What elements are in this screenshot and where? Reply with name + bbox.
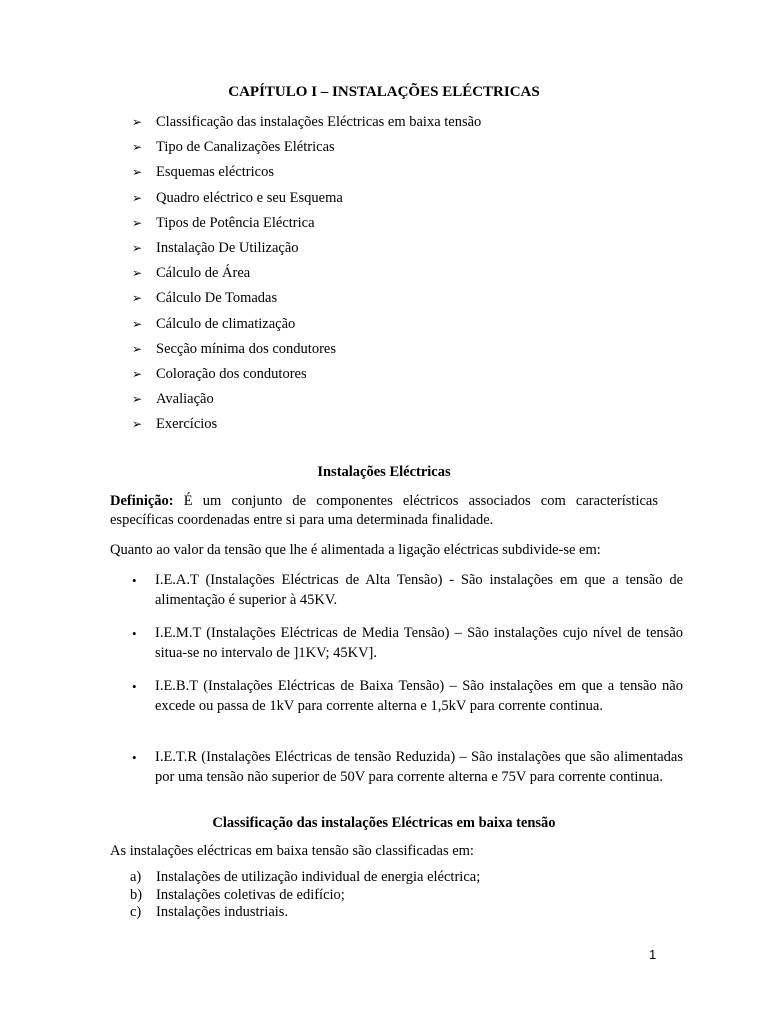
topic-label: Cálculo de Área bbox=[156, 265, 251, 282]
arrow-bullet-icon: ➢ bbox=[132, 291, 143, 306]
list-marker: c) bbox=[130, 904, 142, 920]
bullet-dot-icon: • bbox=[132, 573, 137, 588]
topics-list bbox=[132, 112, 481, 439]
arrow-bullet-icon: ➢ bbox=[132, 190, 143, 205]
topic-item bbox=[132, 263, 481, 288]
arrow-bullet-icon: ➢ bbox=[132, 140, 143, 155]
topic-item bbox=[132, 339, 481, 364]
topic-label: Coloração dos condutores bbox=[156, 365, 307, 382]
topic-item bbox=[132, 314, 481, 339]
low-voltage-type-item bbox=[130, 887, 480, 905]
arrow-bullet-icon: ➢ bbox=[132, 165, 143, 180]
topic-label: Tipo de Canalizações Elétricas bbox=[156, 139, 335, 156]
topic-item bbox=[132, 213, 481, 238]
low-voltage-type-item bbox=[130, 869, 480, 887]
voltage-class-item bbox=[130, 677, 683, 716]
list-marker: a) bbox=[130, 869, 142, 885]
topic-label: Secção mínima dos condutores bbox=[156, 340, 336, 357]
arrow-bullet-icon: ➢ bbox=[132, 115, 143, 129]
topic-label: Instalação De Utilização bbox=[156, 239, 299, 256]
arrow-bullet-icon: ➢ bbox=[132, 417, 143, 432]
topic-item bbox=[132, 162, 481, 187]
voltage-class-item bbox=[130, 571, 683, 610]
arrow-bullet-icon: ➢ bbox=[132, 215, 143, 230]
arrow-bullet-icon: ➢ bbox=[132, 240, 143, 255]
topic-item bbox=[132, 288, 481, 313]
definition-text: É um conjunto de componentes eléctricos associados com características específicas coordenadas entre si para uma determinada finalidade. bbox=[110, 493, 658, 528]
definition-paragraph bbox=[110, 492, 658, 530]
topic-label: Quadro eléctrico e seu Esquema bbox=[156, 189, 343, 206]
section-title-classificacao: Classificação das instalações Eléctricas em baixa tensão bbox=[212, 815, 556, 831]
topic-item bbox=[132, 389, 481, 414]
low-voltage-type-item bbox=[130, 904, 480, 922]
topic-item bbox=[132, 188, 481, 213]
topic-item bbox=[132, 112, 481, 137]
topic-label: Esquemas eléctricos bbox=[156, 164, 274, 181]
bullet-dot-icon: • bbox=[132, 750, 137, 765]
voltage-class-text: I.E.A.T (Instalações Eléctricas de Alta Tensão) - São instalações em que a tensão de alimentação é superior à 45KV. bbox=[155, 572, 683, 608]
topic-label: Cálculo De Tomadas bbox=[156, 290, 278, 307]
page-number: 1 bbox=[649, 947, 657, 962]
topic-label: Avaliação bbox=[156, 391, 214, 408]
arrow-bullet-icon: ➢ bbox=[132, 392, 143, 407]
bullet-dot-icon: • bbox=[132, 679, 137, 694]
voltage-class-item bbox=[130, 748, 683, 787]
section-title-instalacoes: Instalações Eléctricas bbox=[317, 464, 451, 480]
topic-item bbox=[132, 238, 481, 263]
voltage-class-text: I.E.T.R (Instalações Eléctricas de tensão Reduzida) – São instalações que são alimentadas por uma tensão não superior de 50V para corrente alterna e 75V para corrente continua. bbox=[155, 749, 683, 785]
arrow-bullet-icon: ➢ bbox=[132, 341, 143, 356]
topic-item bbox=[132, 137, 481, 162]
bullet-dot-icon: • bbox=[132, 626, 137, 641]
topic-label: Tipos de Potência Eléctrica bbox=[156, 214, 315, 231]
low-voltage-type-text: Instalações industriais. bbox=[156, 904, 289, 920]
arrow-bullet-icon: ➢ bbox=[132, 366, 143, 381]
intro-paragraph: Quanto ao valor da tensão que lhe é alimentada a ligação eléctricas subdivide-se em: bbox=[110, 542, 601, 558]
topic-label: Cálculo de climatização bbox=[156, 315, 296, 332]
low-voltage-type-text: Instalações coletivas de edifício; bbox=[156, 886, 345, 903]
topic-label: Exercícios bbox=[156, 416, 218, 433]
topic-label: Classificação das instalações Eléctricas em baixa tensão bbox=[156, 114, 482, 130]
low-voltage-type-text: Instalações de utilização individual de energia eléctrica; bbox=[156, 869, 481, 885]
voltage-class-text: I.E.M.T (Instalações Eléctricas de Media Tensão) – São instalações cujo nível de tensão situa-se no intervalo de ]1KV; 45KV]. bbox=[155, 625, 683, 661]
topic-item bbox=[132, 364, 481, 389]
voltage-class-item bbox=[130, 624, 683, 663]
arrow-bullet-icon: ➢ bbox=[132, 266, 143, 281]
list-marker: b) bbox=[130, 886, 143, 903]
low-voltage-types-list bbox=[130, 869, 480, 922]
arrow-bullet-icon: ➢ bbox=[132, 316, 143, 331]
voltage-class-text: I.E.B.T (Instalações Eléctricas de Baixa Tensão) – São instalações em que a tensão não excede ou passa de 1kV para corrente alterna e 1,5kV para corrente continua. bbox=[155, 678, 683, 714]
section2-intro: As instalações eléctricas em baixa tensão são classificadas em: bbox=[110, 843, 474, 859]
definition-label: Definição: bbox=[110, 493, 174, 509]
topic-item bbox=[132, 414, 481, 439]
chapter-title: CAPÍTULO I – INSTALAÇÕES ELÉCTRICAS bbox=[228, 84, 540, 100]
